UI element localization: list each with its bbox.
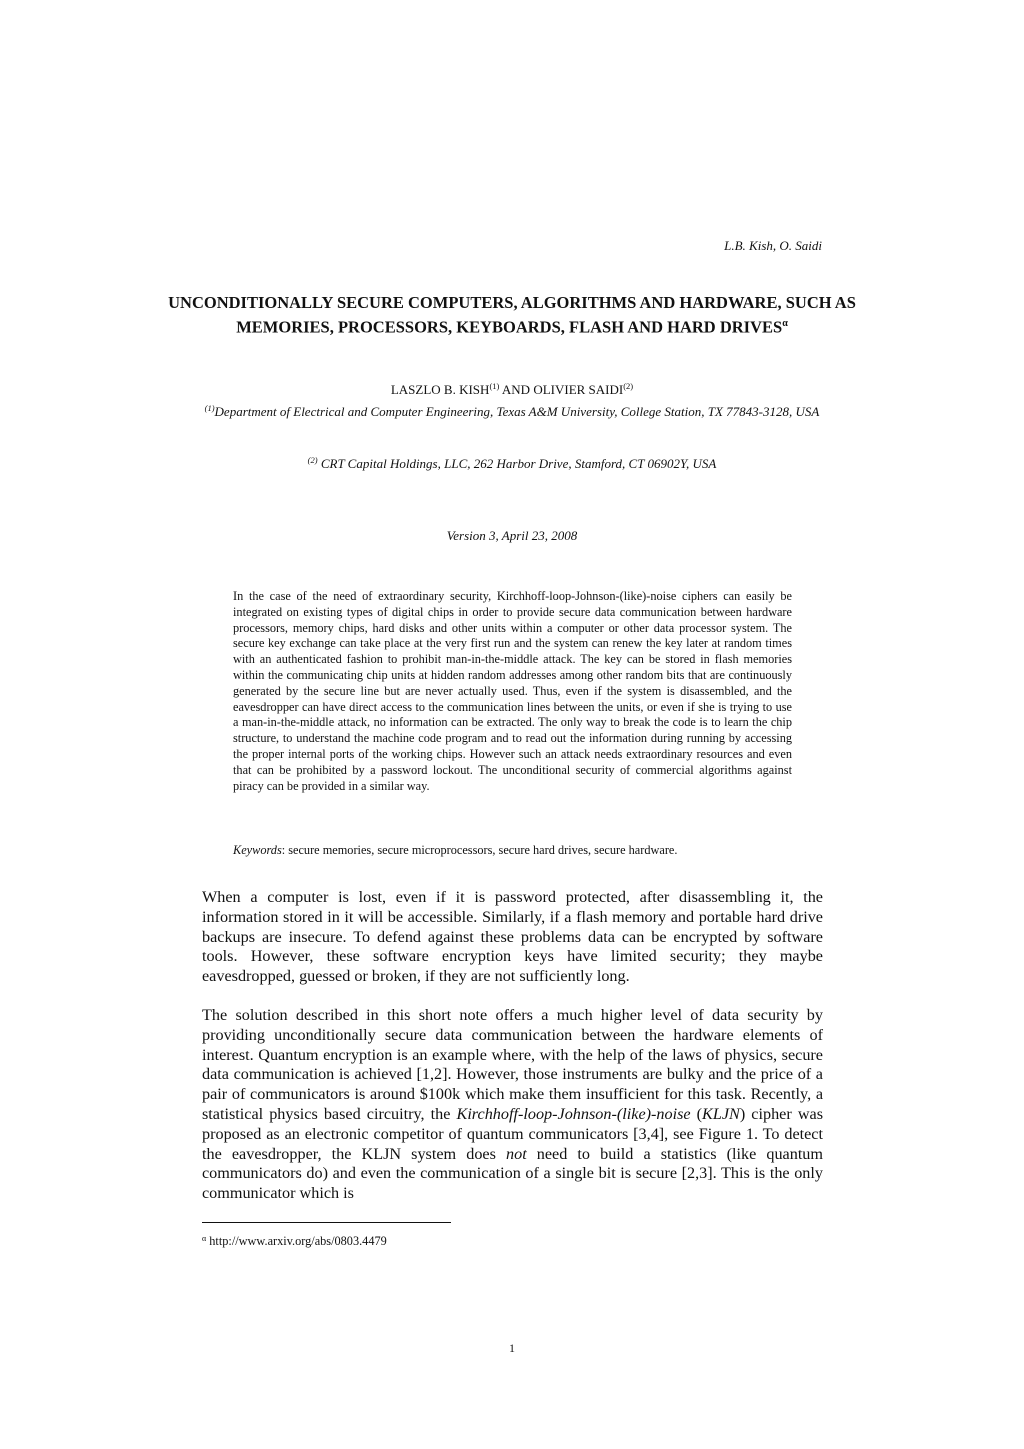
author-1-mark: (1) [489, 381, 500, 391]
abstract: In the case of the need of extraordinary security, Kirchhoff-loop-Johnson-(like)-noise ciphers can easily be integrated on existing types of digital chips in order to provide secure data communication between hardware processors, memory chips, hard disks and other units within a computer or other data processor system. The secure key exchange can take place at the very first run and the system can renew the key later at random times with an authenticated fashion to prohibit man-in-the-middle attack. The key can be stored in flash memories within the communicating chip units at hidden random addresses among other random bits that are continuously generated by the secure line but are never actually used. Thus, even if the system is disassembled, and the eavesdropper can have direct access to the communication lines between the units, or even if she is trying to use a man-in-the-middle attack, no information can be extracted. The only way to break the code is to learn the chip structure, to understand the machine code program and to read out the information during running by accessing the proper internal ports of the working chips. However such an attack needs extraordinary resources and even that can be prohibited by a password lockout. The unconditional security of commercial algorithms against piracy can be provided in a similar way. [233, 589, 792, 793]
author-1: LASZLO B. KISH [390, 382, 490, 397]
footnote [202, 1234, 387, 1249]
author-list [120, 382, 904, 398]
affiliation-1-mark: (1) [204, 403, 215, 413]
author-2: OLIVIER SAIDI [533, 382, 624, 397]
keywords-text: : secure memories, secure microprocessors, secure hard drives, secure hardware. [281, 843, 678, 857]
paragraph-2-text-1: The solution described in this short note offers a much higher level of data security by providing unconditionally secure data communication between the hardware elements of interest. Quantum encryption is an example where, with the help of the laws of physics, secure data communication is achieved [1,2]. However, those instruments are bulky and the price of a pair of communicators is around $100k which make them insufficient for this task. Recently, a statistical physics based circuitry, the [202, 1006, 823, 1123]
paragraph-2-italic-kljn-abbrev: KLJN [702, 1104, 740, 1123]
paper-title [120, 292, 904, 338]
running-head: L.B. Kish, O. Saidi [724, 238, 822, 253]
paragraph-2-italic-not: not [506, 1144, 527, 1163]
affiliation-1 [200, 403, 824, 420]
footnote-divider [202, 1222, 451, 1223]
paragraph-2-text-2: ( [690, 1104, 703, 1123]
keywords [233, 843, 833, 858]
footnote-mark: α [202, 1234, 207, 1243]
author-2-mark: (2) [623, 381, 634, 391]
affiliation-2 [200, 455, 824, 472]
version-date: Version 3, April 23, 2008 [446, 528, 578, 543]
affiliation-2-mark: (2) [307, 455, 318, 465]
page-number: 1 [509, 1341, 515, 1355]
paragraph-2-text-4: need to build a statistics (like quantum communicators do) and even the communication of a single bit is secure [2,3]. This is the only communicator which is [202, 1144, 823, 1203]
keywords-label: Keywords [233, 843, 282, 857]
author-conjunction: AND [499, 382, 534, 397]
affiliation-1-text: Department of Electrical and Computer Engineering, Texas A&M University, College Station, TX 77843-3128, USA [214, 404, 820, 419]
footnote-link[interactable]: http://www.arxiv.org/abs/0803.4479 [206, 1234, 387, 1248]
paragraph-2-italic-kljn-name: Kirchhoff-loop-Johnson-(like)-noise [456, 1104, 691, 1123]
body-paragraph-1: When a computer is lost, even if it is password protected, after disassembling it, the information stored in it will be accessible. Similarly, if a flash memory and portable hard drive backups are insecure. To defend against these problems data can be encrypted by software tools. However, these software encryption keys have limited security; they maybe eavesdropped, guessed or broken, if they are not sufficiently long. [202, 888, 823, 986]
title-footnote-mark: α [782, 318, 788, 329]
affiliation-2-text: CRT Capital Holdings, LLC, 262 Harbor Drive, Stamford, CT 06902Y, USA [317, 456, 717, 471]
paper-title-text: UNCONDITIONALLY SECURE COMPUTERS, ALGORITHMS AND HARDWARE, SUCH AS MEMORIES, PROCESSORS, KEYBOARDS, FLASH AND HARD DRIVES [168, 293, 856, 337]
paragraph-2-text-3: ) cipher was proposed as an electronic competitor of quantum communicators [3,4], see Figure 1. To detect the eavesdropper, the KLJN system does [202, 1104, 823, 1163]
body-paragraph-2 [202, 1006, 823, 1204]
